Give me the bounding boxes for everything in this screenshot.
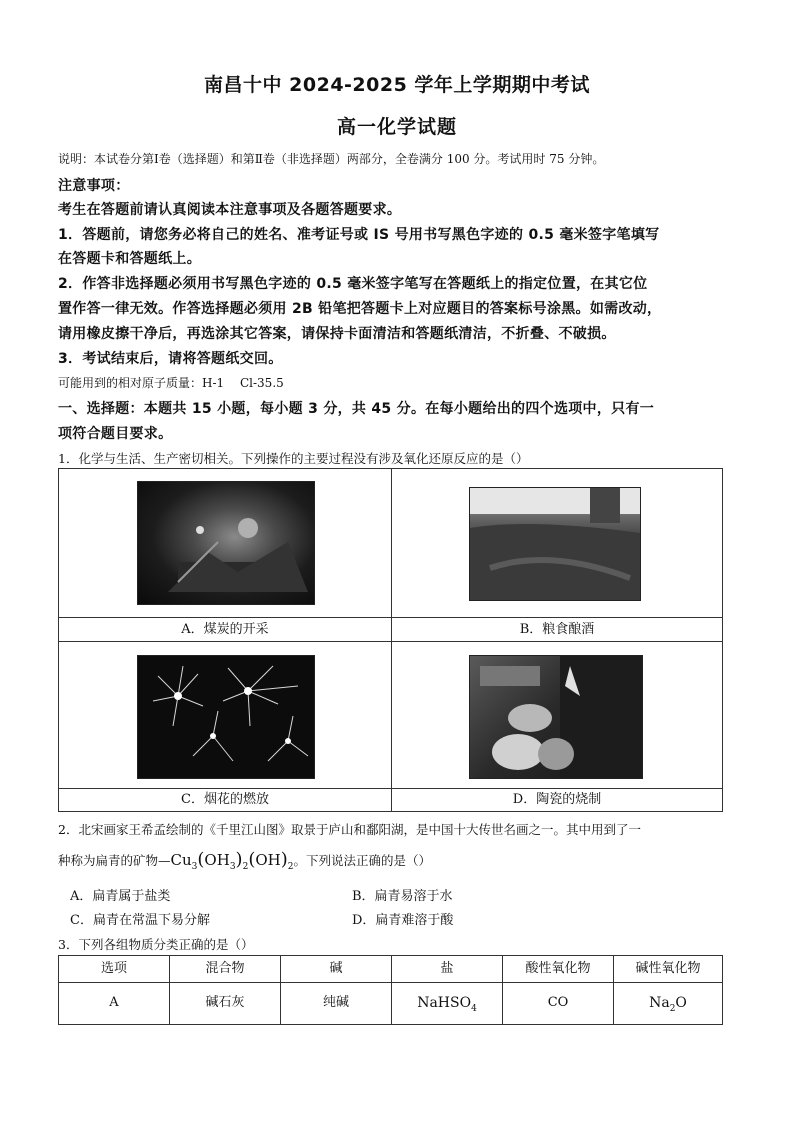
table-header-cell: 酸性氧化物 bbox=[525, 961, 591, 976]
question-2-option-c[interactable]: C．扁青在常温下易分解 bbox=[70, 913, 210, 928]
table-header-cell: 盐 bbox=[440, 961, 454, 976]
table-cell-base: 纯碱 bbox=[322, 995, 349, 1010]
coal-mining-photo bbox=[137, 481, 315, 605]
table-cell-salt: NaHSO$_4$ bbox=[417, 995, 477, 1014]
question-2-option-a[interactable]: A．扁青属于盐类 bbox=[70, 889, 171, 904]
question-2-stem-line-2 bbox=[58, 849, 431, 872]
rule-2-line-3: 请用橡皮擦干净后，再选涂其它答案，请保持卡面清洁和答题纸清洁，不折叠、不破损。 bbox=[58, 326, 616, 342]
rule-1-line-2: 在答题卡和答题纸上。 bbox=[58, 251, 201, 267]
notice-line: 考生在答题前请认真阅读本注意事项及各题答题要求。 bbox=[58, 202, 402, 218]
option-c-caption: C．烟花的燃放 bbox=[181, 792, 269, 807]
section-1-heading-line-1: 一、选择题：本题共 15 小题，每小题 3 分，共 45 分。在每小题给出的四个选项中，只有一 bbox=[58, 401, 655, 417]
option-b-caption: B．粮食酿酒 bbox=[519, 622, 595, 637]
table-divider bbox=[59, 641, 722, 642]
chemical-formula: $Cu_3(OH_3)_2(OH)_2$ bbox=[170, 849, 294, 872]
table-header-cell: 碱性氧化物 bbox=[635, 961, 701, 976]
section-1-heading-line-2: 项符合题目要求。 bbox=[58, 426, 173, 442]
exam-subtitle: 高一化学试题 bbox=[336, 116, 457, 138]
rule-3: 3．考试结束后，请将答题纸交回。 bbox=[58, 351, 283, 367]
rule-1-line-1: 1．答题前，请您务必将自己的姓名、准考证号或 IS 号用书写黑色字迹的 0.5 毫米签字笔填写 bbox=[58, 227, 660, 243]
question-2-stem-prefix: 种称为扁青的矿物— bbox=[58, 853, 171, 868]
question-2-stem-suffix: 。下列说法正确的是（） bbox=[293, 853, 432, 868]
grain-brewing-photo bbox=[469, 487, 641, 601]
exam-instructions: 说明：本试卷分第Ⅰ卷（选择题）和第Ⅱ卷（非选择题）两部分，全卷满分 100 分。考试用时 75 分钟。 bbox=[58, 152, 605, 166]
question-2-stem-line-1: 2．北宋画家王希孟绘制的《千里江山图》取景于庐山和鄱阳湖，是中国十大传世名画之一。其中用到了一 bbox=[58, 822, 641, 837]
question-1-stem: 1．化学与生活、生产密切相关。下列操作的主要过程没有涉及氧化还原反应的是（） bbox=[58, 451, 529, 466]
question-2-option-d[interactable]: D．扁青难溶于酸 bbox=[352, 913, 454, 928]
table-cell-acid-oxide: CO bbox=[547, 995, 569, 1010]
table-header-cell: 选项 bbox=[100, 961, 127, 976]
ceramic-firing-photo bbox=[469, 655, 643, 779]
rule-2-line-1: 2．作答非选择题必须用书写黑色字迹的 0.5 毫米签字笔写在答题纸上的指定位置，在其它位 bbox=[58, 276, 648, 292]
table-header-cell: 碱 bbox=[329, 961, 343, 976]
notice-heading: 注意事项： bbox=[58, 178, 130, 194]
table-divider bbox=[59, 617, 722, 618]
table-cell-option: A bbox=[109, 995, 119, 1010]
question-3-table bbox=[58, 955, 723, 1025]
fireworks-photo bbox=[137, 655, 315, 779]
table-header-cell: 混合物 bbox=[205, 961, 245, 976]
rule-2-line-2: 置作答一律无效。作答选择题必须用 2B 铅笔把答题卡上对应题目的答案标号涂黑。如需改动， bbox=[58, 301, 662, 317]
option-d-caption: D．陶瓷的烧制 bbox=[512, 792, 602, 807]
exam-title: 南昌十中 2024-2025 学年上学期期中考试 bbox=[204, 74, 590, 96]
question-1-image-table bbox=[58, 468, 723, 812]
table-cell-basic-oxide: $Na_2O$ bbox=[649, 995, 687, 1014]
question-2-option-b[interactable]: B．扁青易溶于水 bbox=[352, 889, 453, 904]
question-3-stem: 3．下列各组物质分类正确的是（） bbox=[58, 937, 254, 952]
option-a-caption: A．煤炭的开采 bbox=[181, 622, 269, 637]
table-cell-mixture: 碱石灰 bbox=[205, 995, 245, 1010]
atomic-mass: 可能用到的相对原子质量：H-1 Cl-35.5 bbox=[58, 376, 284, 390]
